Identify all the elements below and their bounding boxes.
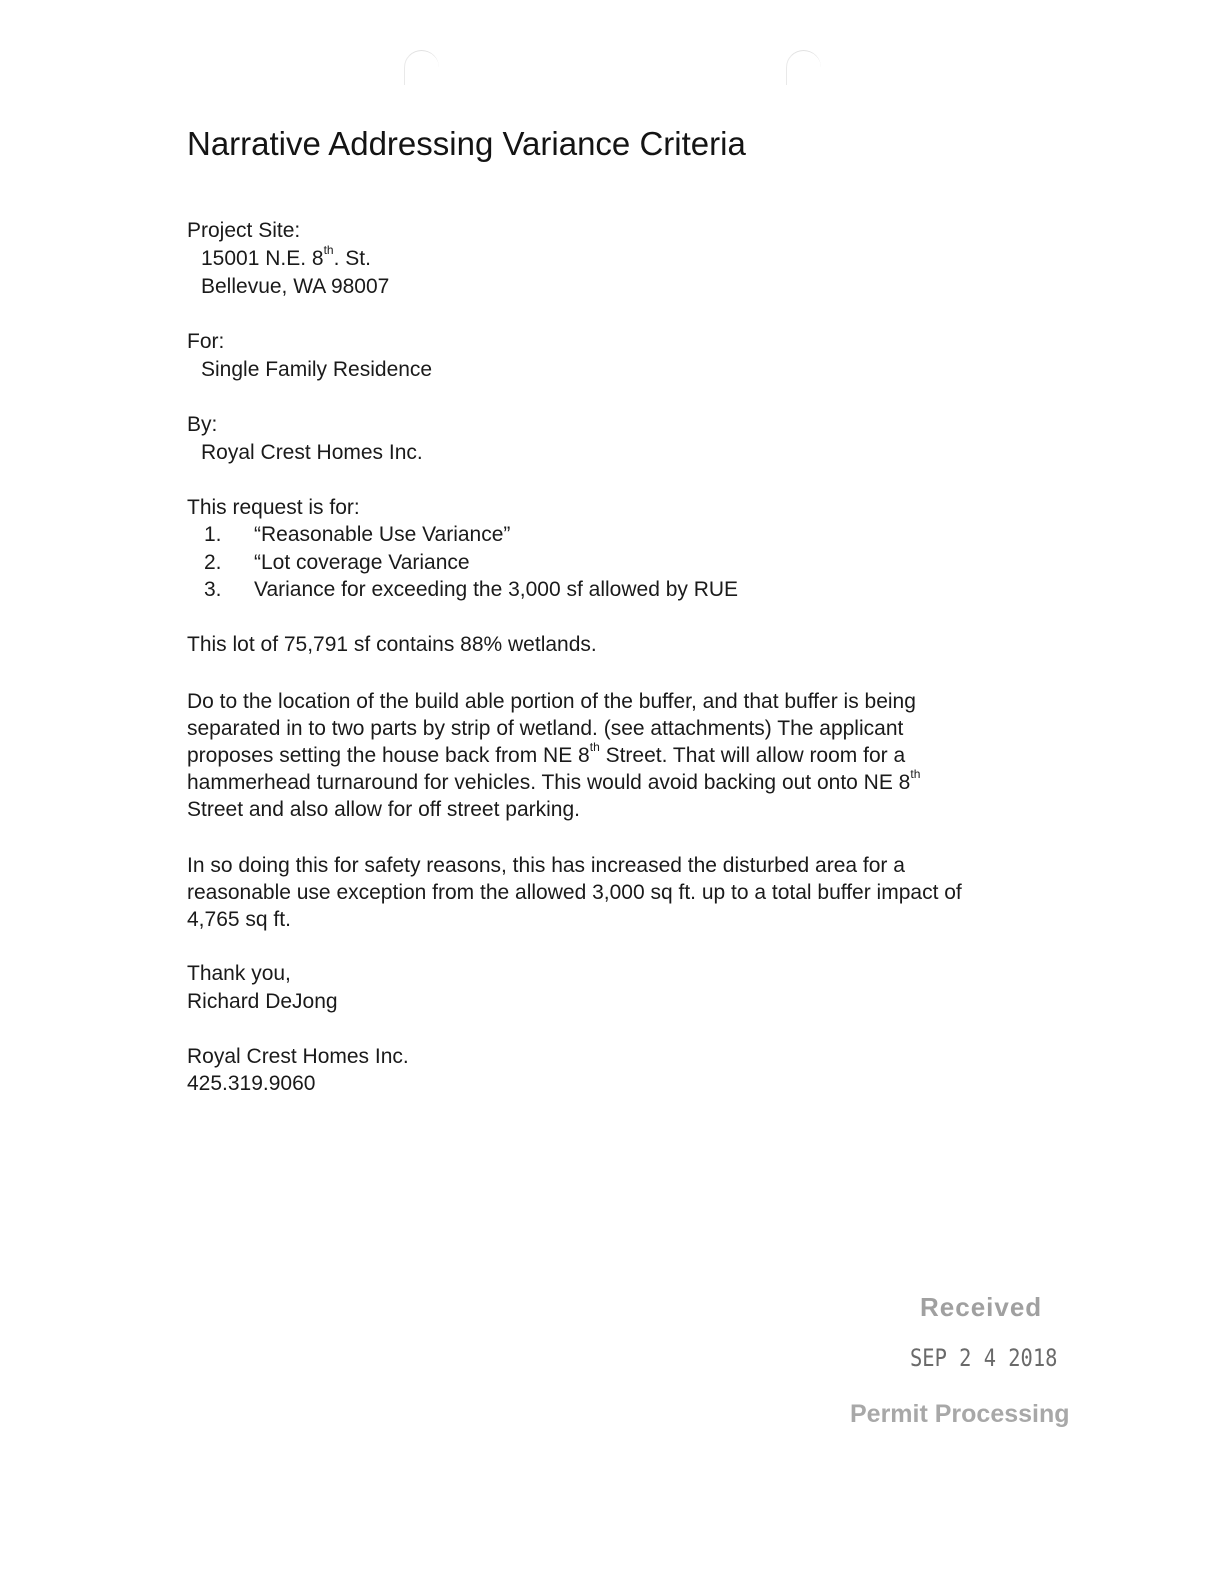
request-item-number: 3.	[204, 578, 222, 601]
phone-number: 425.319.9060	[187, 1072, 316, 1095]
address-line-2: Bellevue, WA 98007	[201, 275, 390, 298]
paragraph-line: In so doing this for safety reasons, this has increased the disturbed area for a	[187, 854, 905, 877]
received-stamp	[850, 1292, 1120, 1442]
paragraph-line: proposes setting the house back from NE 8th Street. That will allow room for a	[187, 740, 906, 767]
request-item-2	[204, 550, 470, 576]
for-label: For:	[187, 330, 225, 353]
request-item-text: Variance for exceeding the 3,000 sf allowed by RUE	[254, 578, 739, 601]
paragraph-buffer-location	[187, 688, 1087, 823]
stamp-department: Permit Processing	[850, 1400, 1070, 1428]
punch-hole-left-mark	[404, 50, 439, 85]
request-item-text: “Reasonable Use Variance”	[254, 523, 511, 546]
paragraph-line: reasonable use exception from the allowed 3,000 sq ft. up to a total buffer impact of	[187, 881, 962, 904]
paragraph-line: hammerhead turnaround for vehicles. This would avoid backing out onto NE 8th	[187, 767, 921, 794]
request-label: This request is for:	[187, 496, 360, 519]
paragraph-line: 4,765 sq ft.	[187, 908, 291, 931]
stamp-date: SEP 2 4 2018	[910, 1344, 1058, 1372]
request-item-text: “Lot coverage Variance	[254, 551, 470, 574]
document-title: Narrative Addressing Variance Criteria	[187, 125, 746, 162]
punch-hole-right-mark	[786, 50, 821, 85]
company-name: Royal Crest Homes Inc.	[187, 1045, 409, 1068]
signer-name: Richard DeJong	[187, 990, 338, 1013]
by-value: Royal Crest Homes Inc.	[201, 441, 423, 464]
request-item-3	[204, 577, 738, 603]
paragraph-line: separated in to two parts by strip of wetland. (see attachments) The applicant	[187, 717, 904, 740]
by-label: By:	[187, 413, 218, 436]
project-site-label: Project Site:	[187, 219, 301, 242]
for-value: Single Family Residence	[201, 358, 433, 381]
lot-statement: This lot of 75,791 sf contains 88% wetlands.	[187, 633, 597, 656]
request-item-1	[204, 522, 510, 548]
request-item-number: 1.	[204, 523, 222, 546]
paragraph-line: Do to the location of the build able portion of the buffer, and that buffer is being	[187, 690, 916, 713]
stamp-received-text: Received	[920, 1292, 1043, 1322]
address-line-1: 15001 N.E. 8th. St.	[201, 243, 371, 270]
closing: Thank you,	[187, 962, 291, 985]
paragraph-safety-reasons	[187, 852, 1087, 933]
request-item-number: 2.	[204, 551, 222, 574]
paragraph-line: Street and also allow for off street parking.	[187, 798, 580, 821]
